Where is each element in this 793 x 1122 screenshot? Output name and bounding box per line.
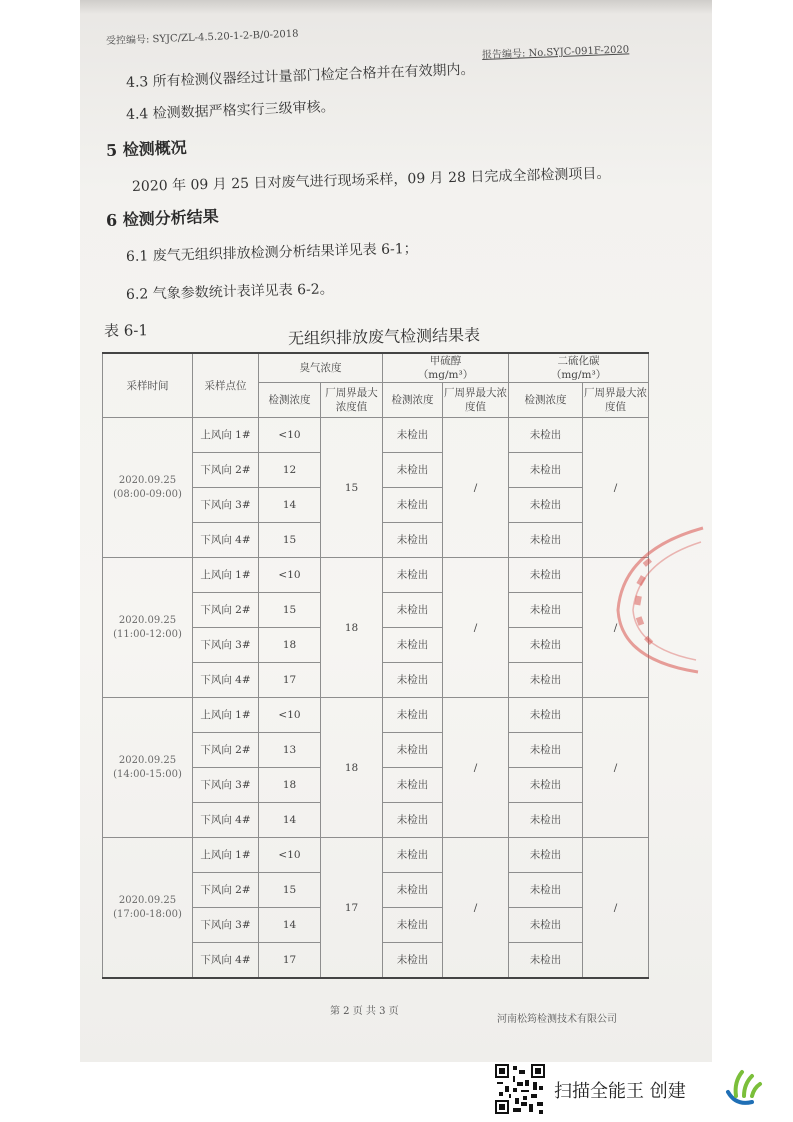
results-table-body — [103, 418, 649, 979]
section-6-title: 6 检测分析结果 — [105, 206, 220, 230]
table-title: 无组织排放废气检测结果表 — [287, 325, 481, 348]
cs2-boundary-max: / — [583, 418, 649, 558]
sampling-point: 下风向 4# — [193, 523, 259, 558]
methanethiol-value: 未检出 — [383, 418, 443, 453]
odor-value: 15 — [259, 523, 321, 558]
cs2-boundary-max: / — [583, 558, 649, 698]
methanethiol-value: 未检出 — [383, 523, 443, 558]
item-4-3: 4.3 所有检测仪器经过计量部门检定合格并在有效期内。 — [125, 61, 475, 91]
sampling-period: (11:00-12:00) — [113, 628, 182, 640]
odor-value: 14 — [259, 908, 321, 943]
cs2-value: 未检出 — [509, 523, 583, 558]
sampling-time-cell — [103, 558, 193, 698]
odor-boundary-max: 15 — [321, 418, 383, 558]
cs2-value: 未检出 — [509, 558, 583, 593]
methanethiol-value: 未检出 — [383, 628, 443, 663]
cs2-value: 未检出 — [509, 593, 583, 628]
report-number: 报告编号: No.SYJC-091F-2020 — [481, 44, 630, 61]
methanethiol-value: 未检出 — [383, 733, 443, 768]
odor-value: <10 — [259, 838, 321, 873]
table-row — [103, 558, 649, 593]
header-point: 采样点位 — [193, 353, 259, 418]
sampling-point: 下风向 3# — [193, 768, 259, 803]
subheader-odor-max: 厂周界最大浓度值 — [321, 383, 383, 418]
cs2-value: 未检出 — [509, 628, 583, 663]
sampling-point: 下风向 2# — [193, 873, 259, 908]
methanethiol-value: 未检出 — [383, 943, 443, 979]
cs2-name: 二硫化碳 — [557, 355, 600, 367]
cs2-value: 未检出 — [509, 908, 583, 943]
methanethiol-boundary-max: / — [443, 698, 509, 838]
methanethiol-boundary-max: / — [443, 418, 509, 558]
sampling-date: 2020.09.25 — [118, 474, 177, 486]
header-odor: 臭气浓度 — [259, 353, 383, 383]
sampling-point: 下风向 4# — [193, 803, 259, 838]
cs2-value: 未检出 — [509, 733, 583, 768]
cs2-value: 未检出 — [509, 768, 583, 803]
table-row — [103, 418, 649, 453]
cs2-boundary-max: / — [583, 838, 649, 979]
sampling-period: (14:00-15:00) — [113, 768, 182, 780]
odor-value: 17 — [259, 663, 321, 698]
item-6-1: 6.1 废气无组织排放检测分析结果详见表 6-1； — [125, 240, 418, 265]
cs2-unit: （mg/m³） — [550, 369, 607, 381]
sampling-date: 2020.09.25 — [118, 754, 177, 766]
cs2-value: 未检出 — [509, 418, 583, 453]
subheader-ch3sh-measured: 检测浓度 — [383, 383, 443, 418]
scanner-brand-text: 扫描全能王 创建 — [554, 1081, 686, 1102]
sampling-time-cell — [103, 418, 193, 558]
odor-value: 15 — [259, 593, 321, 628]
methanethiol-value: 未检出 — [383, 768, 443, 803]
results-table — [102, 352, 649, 979]
odor-value: <10 — [259, 698, 321, 733]
methanethiol-value: 未检出 — [383, 488, 443, 523]
cs2-value: 未检出 — [509, 488, 583, 523]
odor-boundary-max: 18 — [321, 558, 383, 698]
subheader-cs2-max: 厂周界最大浓度值 — [583, 383, 649, 418]
item-4-4: 4.4 检测数据严格实行三级审核。 — [125, 98, 335, 123]
page-top-shadow — [80, 0, 712, 14]
sampling-point: 上风向 1# — [193, 838, 259, 873]
red-seal-stamp — [603, 520, 713, 680]
cs2-value: 未检出 — [509, 873, 583, 908]
odor-value: 14 — [259, 803, 321, 838]
odor-value: 18 — [259, 628, 321, 663]
sampling-point: 下风向 2# — [193, 733, 259, 768]
sampling-period: (08:00-09:00) — [113, 488, 182, 500]
sampling-point: 上风向 1# — [193, 698, 259, 733]
qr-code[interactable] — [495, 1064, 545, 1114]
methanethiol-name: 甲硫醇 — [429, 355, 462, 367]
odor-value: 12 — [259, 453, 321, 488]
sampling-period: (17:00-18:00) — [113, 908, 182, 920]
methanethiol-value: 未检出 — [383, 453, 443, 488]
subheader-ch3sh-max: 厂周界最大浓度值 — [443, 383, 509, 418]
sampling-date: 2020.09.25 — [118, 894, 177, 906]
cs2-value: 未检出 — [509, 943, 583, 979]
methanethiol-value: 未检出 — [383, 838, 443, 873]
sampling-point: 下风向 4# — [193, 943, 259, 979]
control-number: 受控编号: SYJC/ZL-4.5.20-1-2-B/0-2018 — [105, 28, 299, 47]
methanethiol-value: 未检出 — [383, 698, 443, 733]
odor-value: 13 — [259, 733, 321, 768]
scanner-logo-icon — [722, 1066, 766, 1110]
header-time: 采样时间 — [103, 353, 193, 418]
odor-value: <10 — [259, 418, 321, 453]
sampling-point: 下风向 2# — [193, 453, 259, 488]
methanethiol-value: 未检出 — [383, 663, 443, 698]
methanethiol-value: 未检出 — [383, 593, 443, 628]
odor-boundary-max: 17 — [321, 838, 383, 979]
sampling-date: 2020.09.25 — [118, 614, 177, 626]
subheader-odor-measured: 检测浓度 — [259, 383, 321, 418]
table-row — [103, 698, 649, 733]
methanethiol-value: 未检出 — [383, 803, 443, 838]
odor-boundary-max: 18 — [321, 698, 383, 838]
sampling-time-cell — [103, 698, 193, 838]
page-number: 第 2 页 共 3 页 — [330, 1006, 399, 1017]
odor-value: <10 — [259, 558, 321, 593]
cs2-boundary-max: / — [583, 698, 649, 838]
section-5-title: 5 检测概况 — [105, 137, 188, 160]
methanethiol-value: 未检出 — [383, 873, 443, 908]
cs2-value: 未检出 — [509, 838, 583, 873]
sampling-point: 上风向 1# — [193, 558, 259, 593]
sampling-point: 下风向 3# — [193, 908, 259, 943]
odor-value: 14 — [259, 488, 321, 523]
methanethiol-boundary-max: / — [443, 838, 509, 979]
odor-value: 17 — [259, 943, 321, 979]
company-name: 河南松筠检测技术有限公司 — [497, 1014, 617, 1025]
odor-value: 18 — [259, 768, 321, 803]
methanethiol-value: 未检出 — [383, 558, 443, 593]
sampling-point: 下风向 4# — [193, 663, 259, 698]
sampling-time-cell — [103, 838, 193, 979]
methanethiol-value: 未检出 — [383, 908, 443, 943]
cs2-value: 未检出 — [509, 663, 583, 698]
header-methanethiol — [383, 353, 509, 383]
table-label: 表 6-1 — [103, 321, 149, 340]
cs2-value: 未检出 — [509, 698, 583, 733]
sampling-point: 下风向 2# — [193, 593, 259, 628]
header-cs2 — [509, 353, 649, 383]
methanethiol-unit: （mg/m³） — [417, 369, 474, 381]
table-row — [103, 838, 649, 873]
odor-value: 15 — [259, 873, 321, 908]
sampling-point: 下风向 3# — [193, 488, 259, 523]
item-6-2: 6.2 气象参数统计表详见表 6-2。 — [125, 281, 334, 303]
cs2-value: 未检出 — [509, 803, 583, 838]
methanethiol-boundary-max: / — [443, 558, 509, 698]
section-5-text: 2020 年 09 月 25 日对废气进行现场采样，09 月 28 日完成全部检测项目。 — [131, 165, 611, 195]
cs2-value: 未检出 — [509, 453, 583, 488]
subheader-cs2-measured: 检测浓度 — [509, 383, 583, 418]
sampling-point: 上风向 1# — [193, 418, 259, 453]
sampling-point: 下风向 3# — [193, 628, 259, 663]
